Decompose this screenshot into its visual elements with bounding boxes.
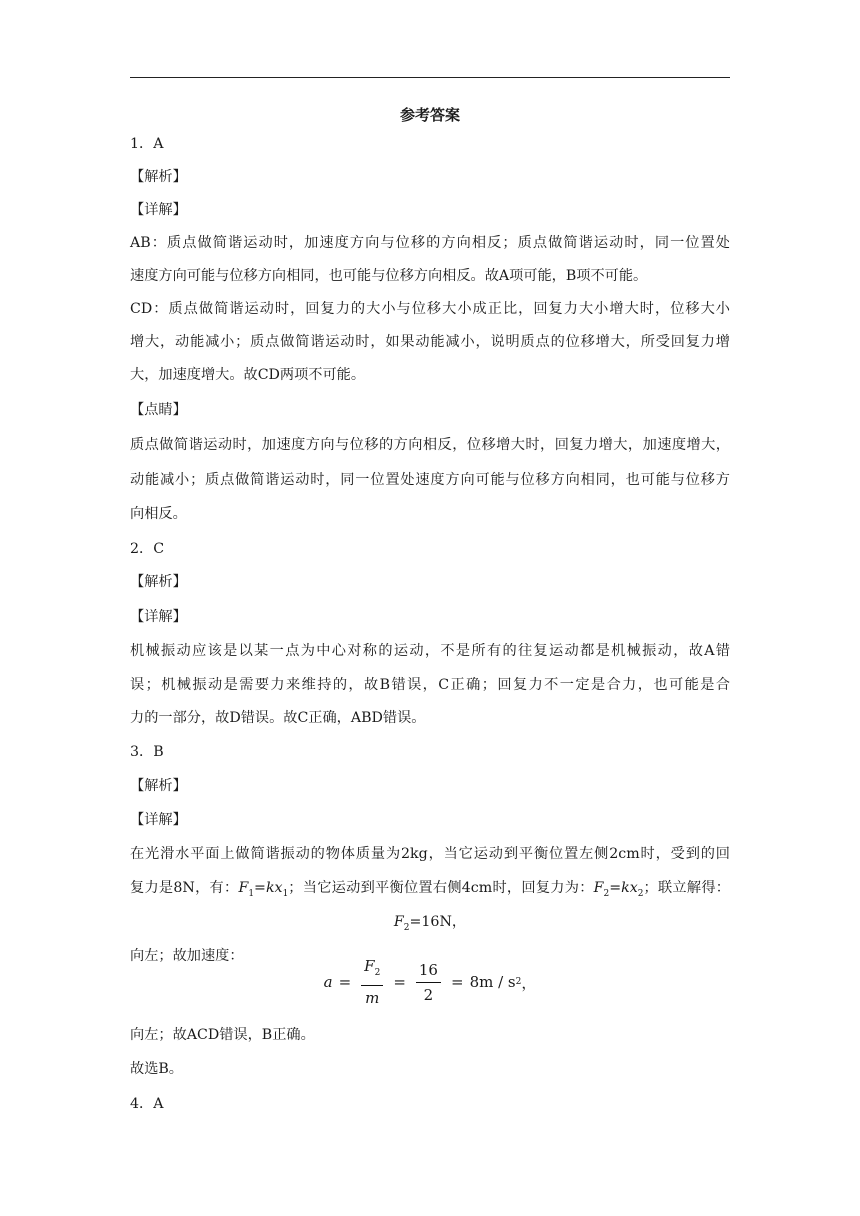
answer-2: 2．C — [130, 541, 165, 557]
section-analysis: 【解析】 — [130, 574, 187, 590]
section-analysis: 【解析】 — [130, 778, 187, 794]
text-line: CD：质点做简谐运动时，回复力的大小与位移大小成正比，回复力大小增大时，位移大小 — [130, 301, 730, 317]
text-line: 速度方向可能与位移方向相同，也可能与位移方向相反。故A项可能，B项不可能。 — [130, 268, 648, 284]
text-line: 增大，动能减小；质点做简谐运动时，如果动能减小，说明质点的位移增大，所受回复力增 — [130, 334, 730, 350]
text-line: 动能减小；质点做简谐运动时，同一位置处速度方向可能与位移方向相同，也可能与位移方 — [130, 472, 730, 488]
page-title: 参考答案 — [399, 106, 460, 124]
text-line: 误；机械振动是需要力来维持的，故B错误，C正确；回复力不一定是合力，也可能是合 — [130, 677, 730, 693]
text-line: 在光滑水平面上做简谐振动的物体质量为2kg，当它运动到平衡位置左侧2cm时，受到的回 — [130, 846, 730, 862]
text-line: 向相反。 — [130, 506, 187, 522]
section-detail: 【详解】 — [130, 202, 187, 218]
section-analysis: 【解析】 — [130, 169, 187, 185]
equation-f2: $F_2=16N$， — [393, 914, 467, 933]
text-line-with-math: 复力是8N，有：$F_1=kx_1$；当它运动到平衡位置右侧4cm时，回复力为：$F_2=kx_2$；联立解得： — [130, 880, 730, 899]
answer-1: 1．A — [130, 136, 164, 152]
text-line: 力的一部分，故D错误。故C正确，ABD错误。 — [130, 710, 426, 726]
fraction-f2-over-m: $\frac{F_2}{m}$ — [361, 956, 383, 1008]
text-line: 大，加速度增大。故CD两项不可能。 — [130, 367, 366, 383]
text-line: 向左；故ACD错误，B正确。 — [130, 1027, 315, 1043]
text-line: AB：质点做简谐运动时，加速度方向与位移的方向相反；质点做简谐运动时，同一位置处 — [130, 235, 730, 251]
text-line: 向左；故加速度： — [130, 948, 244, 964]
section-detail: 【详解】 — [130, 812, 187, 828]
acceleration-formula: a = $\frac{F_2}{m}$ = $\frac{16}{2}$ = 8m / s 2 ， — [323, 957, 537, 1007]
fraction-16-over-2: $\frac{16}{2}$ — [416, 960, 441, 1005]
text-line: 故选B。 — [130, 1061, 183, 1077]
section-detail: 【详解】 — [130, 609, 187, 625]
answer-4: 4．A — [130, 1096, 164, 1112]
text-line: 质点做简谐运动时，加速度方向与位移的方向相反，位移增大时，回复力增大，加速度增大， — [130, 437, 730, 453]
answer-3: 3．B — [130, 744, 164, 760]
text-line: 机械振动应该是以某一点为中心对称的运动，不是所有的往复运动都是机械振动，故A错 — [130, 643, 730, 659]
section-note: 【点睛】 — [130, 402, 187, 418]
header-rule — [130, 77, 730, 78]
